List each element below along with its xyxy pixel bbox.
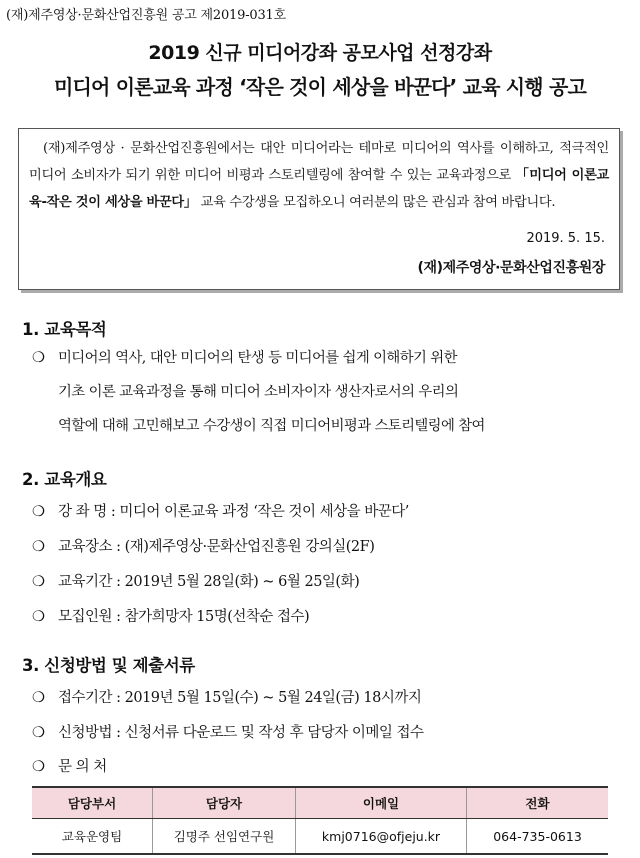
purpose-line-3: 역할에 대해 고민해보고 수강생이 직접 미디어비평과 스토리텔링에 참여 [58, 418, 485, 434]
purpose-line-2: 기초 이론 교육과정을 통해 미디어 소비자이자 생산자로서의 우리의 [58, 384, 459, 400]
header-phone: 전화 [467, 787, 609, 819]
intro-paragraph [29, 135, 609, 216]
purpose-line-1: ❍ 미디어의 역사, 대안 미디어의 탄생 등 미디어를 쉽게 이해하기 위한 [32, 341, 612, 375]
cell-phone: 064-735-0613 [467, 819, 609, 855]
application-item: ❍ 문 의 처 [32, 759, 107, 775]
bullet-icon: ❍ [32, 539, 45, 555]
section-heading-application: 3. 신청방법 및 제출서류 [22, 656, 195, 675]
section-heading-overview: 2. 교육개요 [22, 470, 107, 489]
title-line-2: 미디어 이론교육 과정 ‘작은 것이 세상을 바꾼다’ 교육 시행 공고 [53, 75, 587, 99]
overview-item: ❍ 교육장소 : (재)제주영상·문화산업진흥원 강의실(2F) [32, 539, 375, 555]
bullet-icon: ❍ [32, 725, 45, 741]
intro-box [18, 128, 620, 290]
intro-organization: (재)제주영상·문화산업진흥원장 [417, 260, 605, 276]
overview-item: ❍ 모집인원 : 참가희망자 15명(선착순 접수) [32, 609, 310, 625]
cell-email[interactable]: kmj0716@ofjeju.kr [296, 819, 467, 855]
intro-date: 2019. 5. 15. [526, 231, 605, 246]
application-item: ❍ 신청방법 : 신청서류 다운로드 및 작성 후 담당자 이메일 접수 [32, 725, 424, 741]
header-person: 담당자 [153, 787, 296, 819]
table-row [32, 819, 608, 855]
title-line-1: 2019 신규 미디어강좌 공모사업 선정강좌 [148, 42, 492, 64]
overview-item: ❍ 강 좌 명 : 미디어 이론교육 과정 ‘작은 것이 세상을 바꾼다’ [32, 504, 409, 520]
intro-highlight: 「미디어 이론교육-작은 것이 세상을 바꾼다」 [29, 168, 609, 210]
contact-table-header-row [32, 787, 608, 819]
contact-table [32, 786, 608, 855]
header-department: 담당부서 [32, 787, 153, 819]
intro-text-before: (재)제주영상 · 문화산업진흥원에서는 대안 미디어라는 테마로 미디어의 역사를 이해하고, 적극적인 미디어 소비자가 되기 위한 미디어 비평과 스토리텔링에 참여할 수 있는 교육과정으로 [29, 141, 609, 183]
section-heading-purpose: 1. 교육목적 [22, 320, 107, 339]
header-email: 이메일 [296, 787, 467, 819]
bullet-icon: ❍ [32, 574, 45, 590]
overview-item: ❍ 교육기간 : 2019년 5월 28일(화) ~ 6월 25일(화) [32, 574, 360, 590]
bullet-icon: ❍ [32, 350, 45, 366]
application-item: ❍ 접수기간 : 2019년 5월 15일(수) ~ 5월 24일(금) 18시까지 [32, 690, 422, 706]
cell-department: 교육운영팀 [32, 819, 153, 855]
bullet-icon: ❍ [32, 504, 45, 520]
purpose-paragraph [32, 341, 612, 443]
cell-person: 김명주 선임연구원 [153, 819, 296, 855]
bullet-icon: ❍ [32, 759, 45, 775]
bullet-icon: ❍ [32, 690, 45, 706]
notice-number: (재)제주영상·문화산업진흥원 공고 제2019-031호 [6, 8, 286, 23]
bullet-icon: ❍ [32, 609, 45, 625]
intro-text-after: 교육 수강생을 모집하오니 여러분의 많은 관심과 참여 바랍니다. [196, 195, 556, 210]
